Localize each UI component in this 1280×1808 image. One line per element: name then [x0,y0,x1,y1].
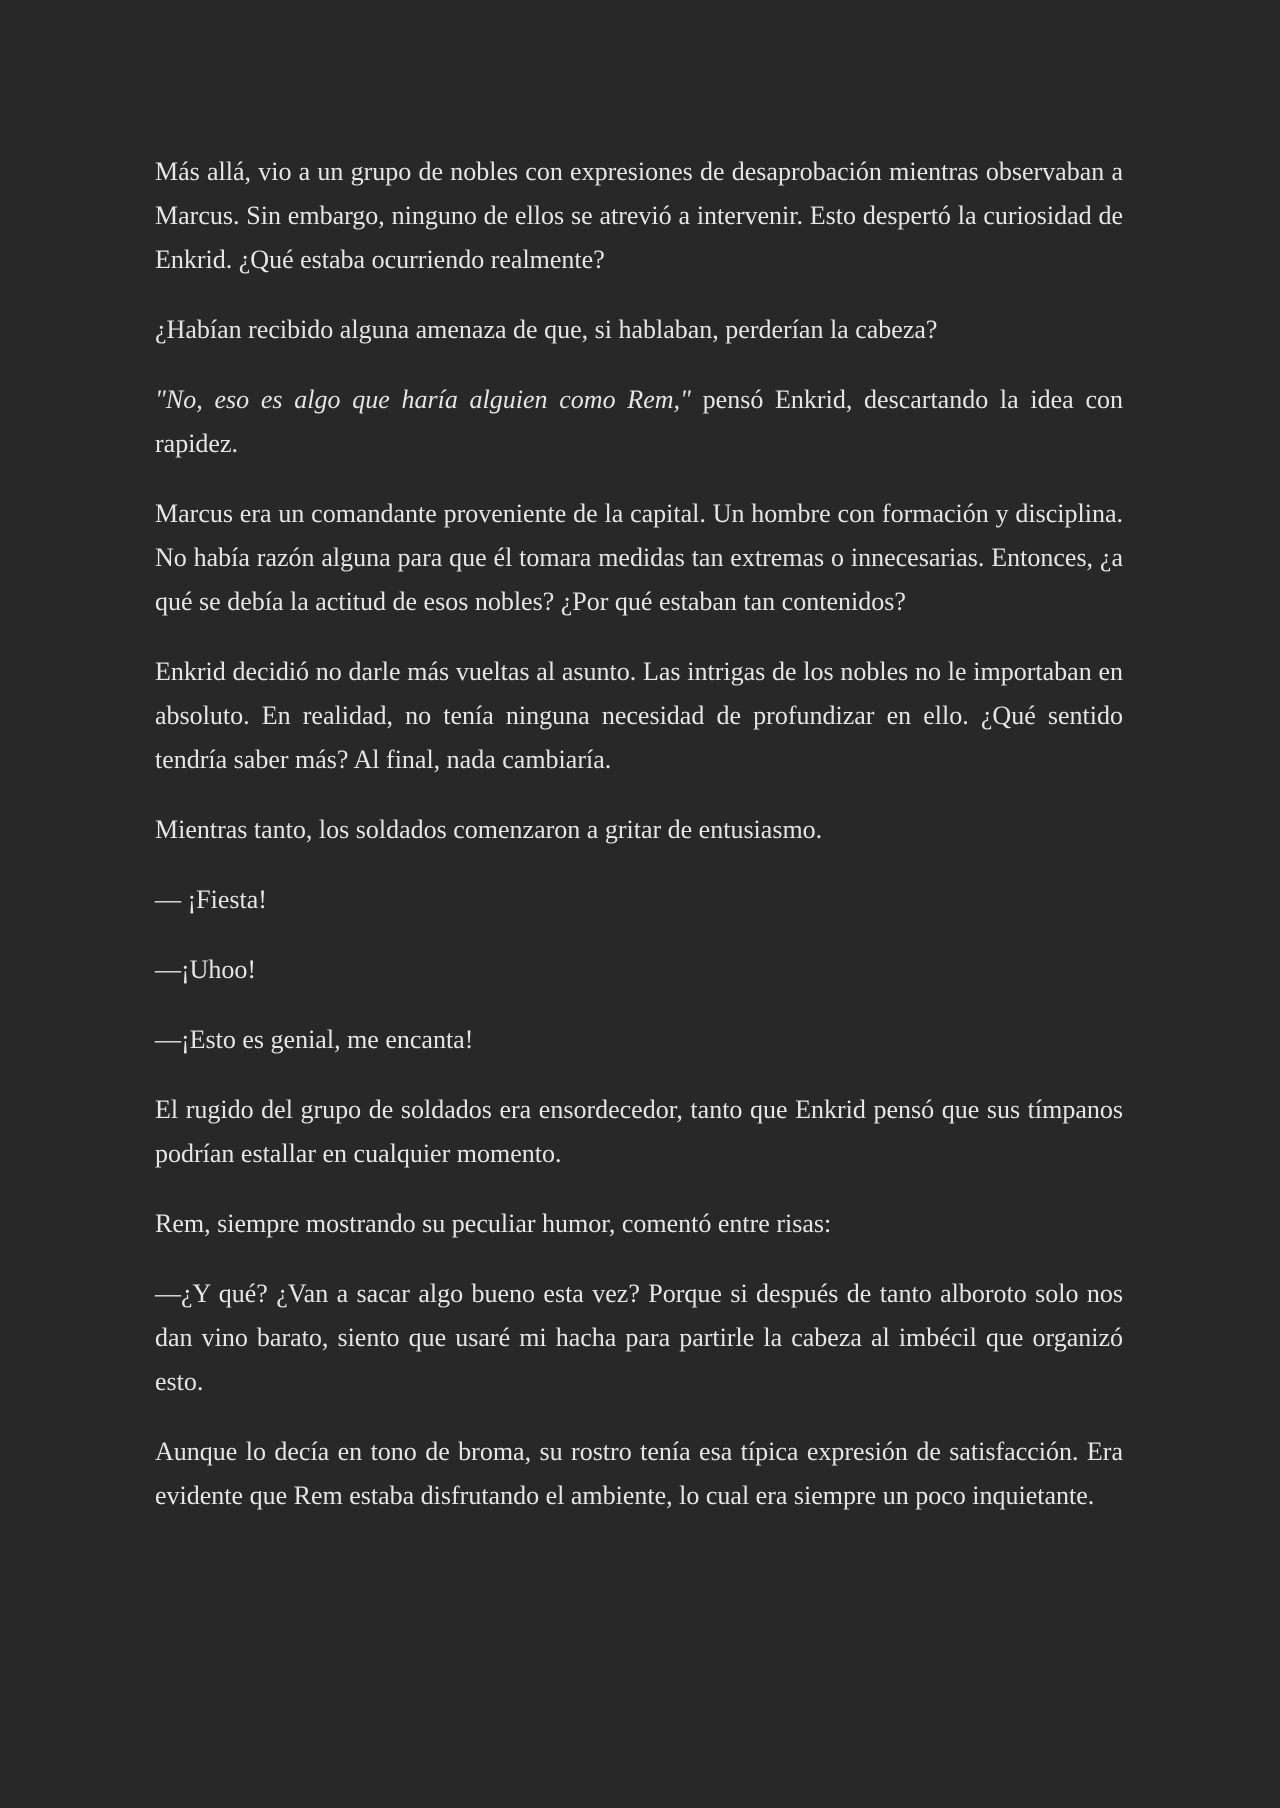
dialogue-line: —¿Y qué? ¿Van a sacar algo bueno esta vez? Porque si después de tanto alboroto solo nos dan vino barato, siento que usaré mi hacha para partirle la cabeza al imbécil que organizó esto. [155,1279,1123,1396]
paragraph-text: pensó Enkrid, descartando la idea con rapidez. [155,385,1123,458]
dialogue-line: —¡Uhoo! [155,955,257,984]
paragraph: Aunque lo decía en tono de broma, su rostro tenía esa típica expresión de satisfacción. Era evidente que Rem estaba disfrutando el ambiente, lo cual era siempre un poco inquietante. [155,1437,1123,1510]
paragraph: Mientras tanto, los soldados comenzaron a gritar de entusiasmo. [155,815,823,844]
paragraph [155,378,1123,466]
reader-content [155,150,1123,1544]
paragraph: Más allá, vio a un grupo de nobles con expresiones de desaprobación mientras observaban a Marcus. Sin embargo, ninguno de ellos se atrevió a intervenir. Esto despertó la curiosidad de Enkrid. ¿Qué estaba ocurriendo realmente? [155,157,1123,274]
paragraph: Enkrid decidió no darle más vueltas al asunto. Las intrigas de los nobles no le importaban en absoluto. En realidad, no tenía ninguna necesidad de profundizar en ello. ¿Qué sentido tendría saber más? Al final, nada cambiaría. [155,657,1123,774]
italic-thought: "No, eso es algo que haría alguien como Rem," [155,385,691,414]
paragraph: Marcus era un comandante proveniente de la capital. Un hombre con formación y disciplina. No había razón alguna para que él tomara medidas tan extremas o innecesarias. Entonces, ¿a qué se debía la actitud de esos nobles? ¿Por qué estaban tan contenidos? [155,499,1123,616]
paragraph: Rem, siempre mostrando su peculiar humor, comentó entre risas: [155,1209,832,1238]
dialogue-line: —¡Esto es genial, me encanta! [155,1025,474,1054]
dialogue-line: — ¡Fiesta! [155,885,267,914]
paragraph: El rugido del grupo de soldados era ensordecedor, tanto que Enkrid pensó que sus tímpanos podrían estallar en cualquier momento. [155,1095,1123,1168]
paragraph: ¿Habían recibido alguna amenaza de que, si hablaban, perderían la cabeza? [155,315,938,344]
